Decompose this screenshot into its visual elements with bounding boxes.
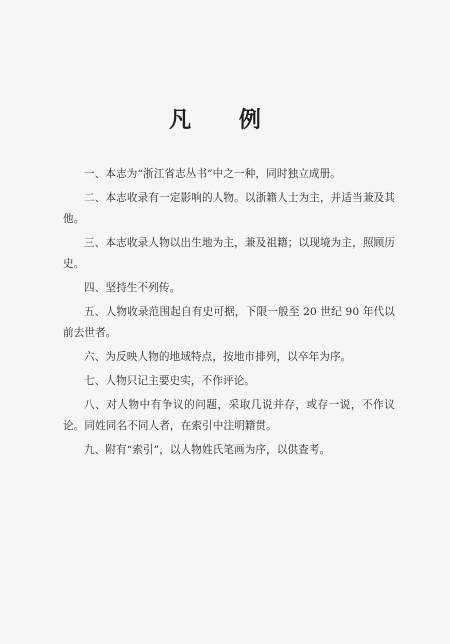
- rule-item-7: 七、人物只记主要史实，不作评论。: [84, 375, 256, 387]
- page-title: 凡 例: [169, 107, 281, 133]
- rule-item-6: 六、为反映人物的地域特点，按地市排列，以卒年为序。: [84, 351, 352, 363]
- rule-item-5: 五、人物收录范围起自有史可据，下限一般至 20 世纪 90 年代以前去世者。: [63, 306, 395, 339]
- rule-item-2: 二、本志收录有一定影响的人物。以浙籍人士为主，并适当兼及其他。: [63, 192, 395, 225]
- rule-item-1: 一、本志为“浙江省志丛书”中之一种，同时独立成册。: [84, 168, 341, 180]
- rule-item-3: 三、本志收录人物以出生地为主，兼及祖籍；以现境为主，照顾历史。: [63, 237, 395, 270]
- rule-item-4: 四、坚持生不列传。: [84, 282, 181, 294]
- rule-item-8: 八、对人物中有争议的问题，采取几说并存，或存一说，不作议论。同姓同名不同人者，在索引中注明籍贯。: [63, 399, 395, 432]
- rules-list: [63, 164, 395, 464]
- rule-item-9: 九、附有“索引”，以人物姓氏笔画为序，以供查考。: [84, 444, 331, 456]
